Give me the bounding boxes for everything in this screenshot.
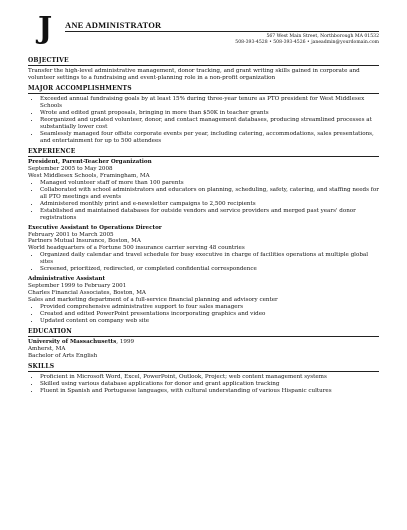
job-title: President, Parent-Teacher Organization: [28, 159, 152, 166]
school-line: [28, 339, 379, 346]
experience-section: [28, 148, 379, 325]
list-item: • Established and maintained databases for outside vendors and service providers and merged past years' donor registrations: [40, 208, 379, 222]
job-dates: February 2001 to March 2005: [28, 231, 114, 238]
job-organization: Partners Mutual Insurance, Boston, MA: [28, 238, 141, 245]
job-duties-list: [28, 180, 379, 222]
education-section: [28, 328, 379, 360]
list-item: • Organized daily calendar and travel schedule for busy executive in charge of facilities operations at multiple global sites: [40, 252, 379, 266]
school-location: Amherst, MA: [28, 346, 66, 353]
job-organization: West Middlesex Schools, Framingham, MA: [28, 172, 150, 179]
job-title: Executive Assistant to Operations Director: [28, 224, 162, 231]
job-entry: [28, 225, 379, 273]
job-dates: September 2005 to May 2008: [28, 165, 113, 172]
section-heading: OBJECTIVE: [28, 57, 379, 66]
contact-address: 567 West Main Street, Northborough MA 01532: [266, 34, 379, 39]
section-heading: SKILLS: [28, 363, 379, 372]
list-item: • Created and edited PowerPoint presentations incorporating graphics and video: [40, 311, 379, 318]
section-heading: EDUCATION: [28, 328, 379, 337]
list-item: • Reorganized and updated volunteer, donor, and contact management databases, producing streamlined processes at substantially lower cost: [40, 117, 379, 131]
job-duties-list: [28, 304, 379, 325]
contact-block: [235, 34, 379, 45]
candidate-name: ANE ADMINISTRATOR: [65, 20, 162, 30]
job-organization: Charles Financial Associates, Boston, MA: [28, 289, 146, 296]
list-item: • Proficient in Microsoft Word, Excel, PowerPoint, Outlook, Project; web content management systems: [40, 374, 379, 381]
accomplishments-list: [28, 96, 379, 145]
skills-list: [28, 374, 379, 395]
objective-text: Transfer the high-level administrative management, donor tracking, and grant writing skills gained in corporate and volunteer settings to a fundraising and event-planning role in a non-profit organization: [28, 68, 360, 82]
section-heading: EXPERIENCE: [28, 148, 379, 157]
skills-section: [28, 363, 379, 395]
accomplishments-section: [28, 85, 379, 145]
list-item: • Seamlessly managed four offsite corporate events per year, including catering, accommodations, sales presentations, and entertainment for up to 500 attendees: [40, 131, 379, 145]
job-dates: September 1999 to February 2001: [28, 283, 127, 290]
list-item: • Exceeded annual fundraising goals by at least 15% during three-year tenure as PTO president for West Middlesex Schools: [40, 96, 379, 110]
list-item: • Administered monthly print and e-newsletter campaigns to 2,500 recipients: [40, 201, 379, 208]
job-title: Administrative Assistant: [28, 276, 106, 283]
list-item: • Collaborated with school administrators and educators on planning, scheduling, safety, catering, and staffing needs for all PTO meetings and events: [40, 187, 379, 201]
job-entry: [28, 276, 379, 324]
list-item: • Updated content on company web site: [40, 318, 379, 325]
contact-phone-email: 508-393-4528 • 508-393-4526 • janeadmin@yourdomain.com: [235, 39, 379, 45]
resume-header: [28, 8, 379, 54]
list-item: • Screened, prioritized, redirected, or completed confidential correspondence: [40, 266, 379, 273]
list-item: • Managed volunteer staff of more than 100 parents: [40, 180, 379, 187]
school-name: University of Massachusetts: [28, 339, 117, 346]
list-item: • Provided comprehensive administrative support to four sales managers: [40, 304, 379, 311]
list-item: • Fluent in Spanish and Portuguese languages, with cultural understanding of various Hispanic cultures: [40, 388, 379, 395]
list-item: • Skilled using various database applications for donor and grant application tracking: [40, 381, 379, 388]
header-rule: [65, 31, 379, 32]
objective-section: [28, 57, 379, 82]
job-summary: Sales and marketing department of a full-service financial planning and advisory center: [28, 296, 278, 303]
job-duties-list: [28, 252, 379, 273]
name-initial: J: [38, 11, 53, 46]
job-summary: World headquarters of a Fortune 500 insurance carrier serving 48 countries: [28, 245, 245, 252]
list-item: • Wrote and edited grant proposals, bringing in more than $50K in teacher grants: [40, 110, 379, 117]
job-entry: [28, 159, 379, 221]
graduation-year: , 1999: [116, 339, 135, 346]
section-heading: MAJOR ACCOMPLISHMENTS: [28, 85, 379, 94]
degree: Bachelor of Arts English: [28, 353, 98, 360]
